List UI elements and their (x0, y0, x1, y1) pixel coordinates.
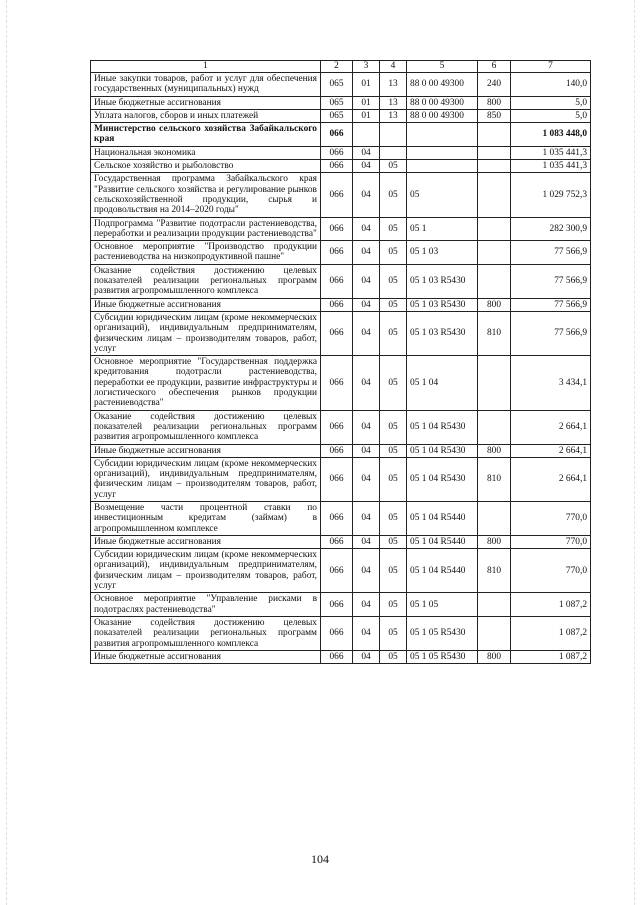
row-target-article: 88 0 00 49300 (407, 96, 478, 109)
row-expense-type (478, 616, 511, 650)
row-subsection: 05 (380, 593, 407, 617)
row-name: Оказание содействия достижению целевых показателей реализации региональных программ развития агропромышленного комплекса (91, 410, 321, 444)
row-amount: 2 664,1 (511, 444, 591, 457)
row-subsection: 13 (380, 73, 407, 97)
row-expense-type: 810 (478, 549, 511, 593)
row-subsection (380, 123, 407, 147)
row-section: 04 (353, 457, 380, 501)
row-amount: 77 566,9 (511, 311, 591, 355)
row-subsection: 05 (380, 217, 407, 241)
row-section: 04 (353, 160, 380, 173)
row-amount: 2 664,1 (511, 457, 591, 501)
row-section: 04 (353, 501, 380, 535)
table-row (91, 96, 591, 109)
row-subsection: 05 (380, 410, 407, 444)
row-subsection: 05 (380, 173, 407, 217)
row-admin-code: 066 (321, 457, 353, 501)
row-target-article (407, 123, 478, 147)
table-row (91, 173, 591, 217)
table-row (91, 160, 591, 173)
row-amount: 1 083 448,0 (511, 123, 591, 147)
row-admin-code: 066 (321, 298, 353, 311)
budget-table (90, 60, 591, 664)
row-name: Министерство сельского хозяйства Забайкальского края (91, 123, 321, 147)
row-target-article: 05 1 05 R5430 (407, 616, 478, 650)
row-admin-code: 066 (321, 160, 353, 173)
row-name: Основное мероприятие "Государственная поддержка кредитования подотрасли растениеводства, переработки ее продукции, развитие инфраструктуры и логистического обеспечения рынков продукции растениеводства" (91, 356, 321, 410)
row-admin-code: 066 (321, 146, 353, 159)
row-expense-type (478, 146, 511, 159)
row-expense-type: 800 (478, 298, 511, 311)
row-admin-code: 066 (321, 173, 353, 217)
row-amount: 1 035 441,3 (511, 146, 591, 159)
table-row (91, 616, 591, 650)
row-amount: 770,0 (511, 535, 591, 548)
row-expense-type (478, 356, 511, 410)
row-section: 04 (353, 650, 380, 663)
row-section (353, 123, 380, 147)
row-expense-type: 810 (478, 311, 511, 355)
table-row (91, 593, 591, 617)
row-name: Иные бюджетные ассигнования (91, 96, 321, 109)
row-admin-code: 066 (321, 650, 353, 663)
row-target-article: 05 1 03 R5430 (407, 298, 478, 311)
row-section: 04 (353, 298, 380, 311)
row-amount: 1 029 752,3 (511, 173, 591, 217)
row-section: 01 (353, 109, 380, 122)
row-subsection: 05 (380, 616, 407, 650)
row-amount: 1 087,2 (511, 593, 591, 617)
row-name: Сельское хозяйство и рыболовство (91, 160, 321, 173)
row-expense-type (478, 501, 511, 535)
row-name: Иные закупки товаров, работ и услуг для обеспечения государственных (муниципальных) нужд (91, 73, 321, 97)
row-target-article: 05 1 04 R5440 (407, 501, 478, 535)
row-name: Иные бюджетные ассигнования (91, 650, 321, 663)
row-section: 04 (353, 444, 380, 457)
row-section: 04 (353, 264, 380, 298)
table-row (91, 457, 591, 501)
row-target-article: 05 1 (407, 217, 478, 241)
column-number: 2 (321, 61, 353, 73)
row-admin-code: 066 (321, 535, 353, 548)
row-target-article (407, 160, 478, 173)
row-section: 04 (353, 593, 380, 617)
row-admin-code: 065 (321, 109, 353, 122)
table-row (91, 410, 591, 444)
table-row (91, 109, 591, 122)
row-target-article: 05 1 04 R5430 (407, 457, 478, 501)
row-subsection: 05 (380, 650, 407, 663)
row-amount: 1 087,2 (511, 650, 591, 663)
row-expense-type: 800 (478, 535, 511, 548)
row-amount: 770,0 (511, 501, 591, 535)
row-target-article: 05 1 05 R5430 (407, 650, 478, 663)
row-name: Оказание содействия достижению целевых показателей реализации региональных программ развития агропромышленного комплекса (91, 616, 321, 650)
row-subsection: 05 (380, 457, 407, 501)
table-row (91, 73, 591, 97)
row-name: Возмещение части процентной ставки по инвестиционным кредитам (займам) в агропромышленном комплексе (91, 501, 321, 535)
row-target-article (407, 146, 478, 159)
row-subsection: 05 (380, 549, 407, 593)
row-expense-type (478, 410, 511, 444)
column-number-row (91, 61, 591, 73)
row-target-article: 05 1 03 R5430 (407, 264, 478, 298)
row-subsection: 05 (380, 160, 407, 173)
row-target-article: 05 1 04 R5440 (407, 535, 478, 548)
row-name: Иные бюджетные ассигнования (91, 298, 321, 311)
row-target-article: 88 0 00 49300 (407, 73, 478, 97)
table-row (91, 501, 591, 535)
row-admin-code: 066 (321, 264, 353, 298)
row-admin-code: 066 (321, 593, 353, 617)
row-amount: 3 434,1 (511, 356, 591, 410)
scan-edge-right (634, 0, 636, 905)
table-row (91, 241, 591, 265)
row-name: Субсидии юридическим лицам (кроме некоммерческих организаций), индивидуальным предпринимателям, физическим лицам – производителям товаров, работ, услуг (91, 549, 321, 593)
row-target-article: 05 1 04 R5440 (407, 549, 478, 593)
row-section: 01 (353, 73, 380, 97)
row-expense-type: 810 (478, 457, 511, 501)
row-subsection: 05 (380, 298, 407, 311)
row-section: 04 (353, 217, 380, 241)
row-admin-code: 066 (321, 356, 353, 410)
document-page (90, 60, 590, 664)
row-admin-code: 066 (321, 241, 353, 265)
row-name: Национальная экономика (91, 146, 321, 159)
row-name: Основное мероприятие "Производство продукции растениеводства на низкопродуктивной пашне" (91, 241, 321, 265)
row-expense-type (478, 173, 511, 217)
row-section: 04 (353, 241, 380, 265)
row-name: Иные бюджетные ассигнования (91, 535, 321, 548)
row-target-article: 05 1 05 (407, 593, 478, 617)
row-section: 04 (353, 356, 380, 410)
table-row (91, 298, 591, 311)
row-subsection: 05 (380, 535, 407, 548)
row-amount: 5,0 (511, 96, 591, 109)
column-number: 5 (407, 61, 478, 73)
row-expense-type: 800 (478, 650, 511, 663)
row-amount: 140,0 (511, 73, 591, 97)
row-amount: 5,0 (511, 109, 591, 122)
page-number: 104 (311, 852, 329, 866)
row-amount: 1 035 441,3 (511, 160, 591, 173)
row-expense-type: 850 (478, 109, 511, 122)
row-subsection: 05 (380, 501, 407, 535)
row-expense-type (478, 217, 511, 241)
row-admin-code: 066 (321, 123, 353, 147)
table-row (91, 123, 591, 147)
row-admin-code: 065 (321, 73, 353, 97)
row-subsection (380, 146, 407, 159)
column-number: 3 (353, 61, 380, 73)
column-number: 6 (478, 61, 511, 73)
table-row (91, 444, 591, 457)
row-expense-type: 240 (478, 73, 511, 97)
row-subsection: 13 (380, 96, 407, 109)
row-section: 04 (353, 616, 380, 650)
row-expense-type: 800 (478, 444, 511, 457)
row-target-article: 05 1 03 (407, 241, 478, 265)
row-subsection: 13 (380, 109, 407, 122)
row-admin-code: 066 (321, 444, 353, 457)
column-number: 4 (380, 61, 407, 73)
row-name: Иные бюджетные ассигнования (91, 444, 321, 457)
row-subsection: 05 (380, 264, 407, 298)
row-amount: 77 566,9 (511, 241, 591, 265)
row-amount: 770,0 (511, 549, 591, 593)
row-expense-type (478, 241, 511, 265)
row-admin-code: 066 (321, 410, 353, 444)
row-amount: 1 087,2 (511, 616, 591, 650)
row-subsection: 05 (380, 311, 407, 355)
row-expense-type: 800 (478, 96, 511, 109)
row-admin-code: 066 (321, 549, 353, 593)
row-section: 04 (353, 311, 380, 355)
table-row (91, 217, 591, 241)
row-admin-code: 066 (321, 311, 353, 355)
table-body (91, 73, 591, 664)
row-section: 01 (353, 96, 380, 109)
row-section: 04 (353, 146, 380, 159)
scan-edge-left (6, 0, 8, 905)
row-amount: 77 566,9 (511, 298, 591, 311)
row-admin-code: 066 (321, 616, 353, 650)
row-name: Уплата налогов, сборов и иных платежей (91, 109, 321, 122)
row-expense-type (478, 160, 511, 173)
row-name: Субсидии юридическим лицам (кроме некоммерческих организаций), индивидуальным предпринимателям, физическим лицам – производителям товаров, работ, услуг (91, 311, 321, 355)
row-target-article: 05 1 04 (407, 356, 478, 410)
row-name: Государственная программа Забайкальского края "Развитие сельского хозяйства и регулирование рынков сельскохозяйственной продукции, сырья и продовольствия на 2014–2020 годы" (91, 173, 321, 217)
column-number: 7 (511, 61, 591, 73)
row-subsection: 05 (380, 241, 407, 265)
row-name: Оказание содействия достижению целевых показателей реализации региональных программ развития агропромышленного комплекса (91, 264, 321, 298)
row-amount: 77 566,9 (511, 264, 591, 298)
table-row (91, 650, 591, 663)
row-subsection: 05 (380, 356, 407, 410)
row-expense-type (478, 264, 511, 298)
row-section: 04 (353, 549, 380, 593)
table-row (91, 264, 591, 298)
row-admin-code: 066 (321, 501, 353, 535)
row-admin-code: 066 (321, 217, 353, 241)
row-amount: 2 664,1 (511, 410, 591, 444)
table-row (91, 311, 591, 355)
row-expense-type (478, 593, 511, 617)
row-subsection: 05 (380, 444, 407, 457)
row-target-article: 05 (407, 173, 478, 217)
row-amount: 282 300,9 (511, 217, 591, 241)
column-number: 1 (91, 61, 321, 73)
row-target-article: 88 0 00 49300 (407, 109, 478, 122)
table-row (91, 146, 591, 159)
table-row (91, 356, 591, 410)
row-section: 04 (353, 535, 380, 548)
row-target-article: 05 1 04 R5430 (407, 410, 478, 444)
row-name: Подпрограмма "Развитие подотрасли растениеводства, переработки и реализации продукции растениеводства" (91, 217, 321, 241)
table-row (91, 535, 591, 548)
row-expense-type (478, 123, 511, 147)
row-section: 04 (353, 173, 380, 217)
row-name: Основное мероприятие "Управление рисками в подотраслях растениеводства" (91, 593, 321, 617)
row-name: Субсидии юридическим лицам (кроме некоммерческих организаций), индивидуальным предпринимателям, физическим лицам – производителям товаров, работ, услуг (91, 457, 321, 501)
row-target-article: 05 1 03 R5430 (407, 311, 478, 355)
row-section: 04 (353, 410, 380, 444)
row-admin-code: 065 (321, 96, 353, 109)
table-row (91, 549, 591, 593)
row-target-article: 05 1 04 R5430 (407, 444, 478, 457)
